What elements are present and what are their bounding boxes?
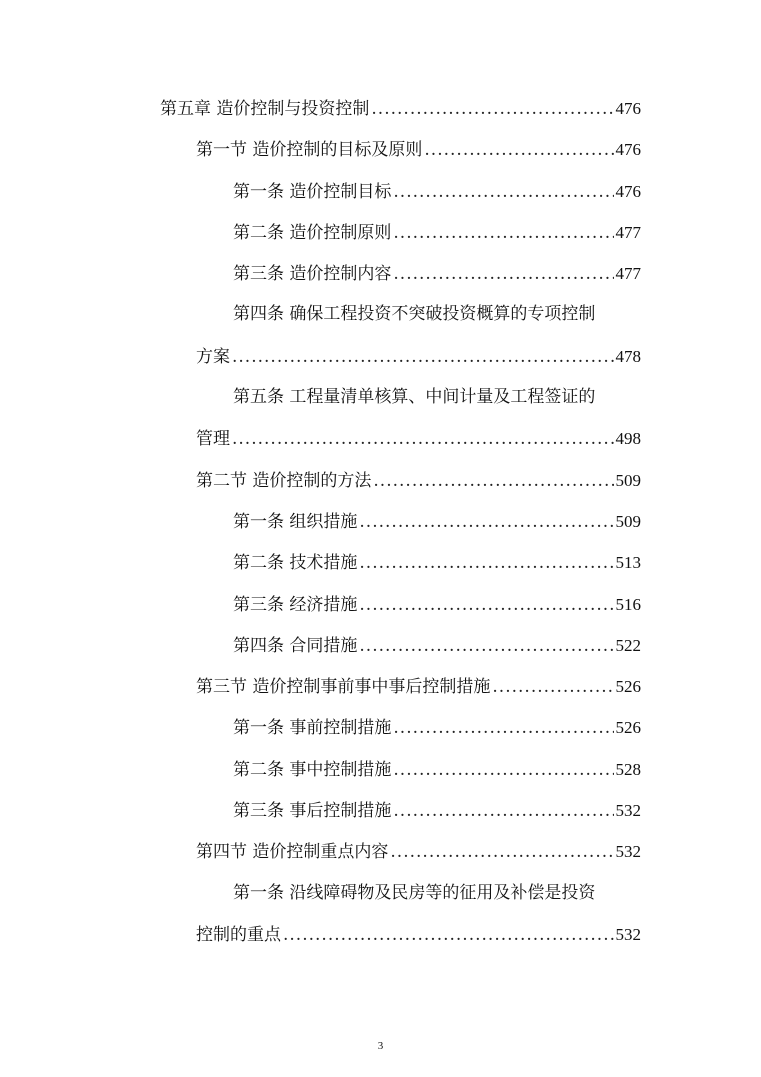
- toc-page-number: 498: [615, 429, 641, 449]
- toc-label: 第四节 造价控制重点内容: [196, 842, 389, 863]
- toc-label: 第三节 造价控制事前事中事后控制措施: [196, 677, 491, 698]
- toc-article-wrapped[interactable]: [0, 873, 761, 914]
- toc-article-wrapped[interactable]: [0, 294, 761, 335]
- toc-article[interactable]: [0, 749, 761, 790]
- page-number-footer: 3: [377, 1040, 384, 1052]
- toc-label: 第二条 造价控制原则: [233, 222, 392, 243]
- toc-chapter-5[interactable]: [0, 88, 761, 129]
- toc-label: 第二条 技术措施: [233, 553, 358, 574]
- toc-label: 第一条 事前控制措施: [233, 718, 392, 739]
- toc-page-number: 513: [615, 553, 641, 573]
- toc-section-3[interactable]: [0, 666, 761, 707]
- toc-leader-dots: [232, 419, 614, 460]
- toc-page-number: 478: [615, 346, 641, 366]
- toc-label: 第四条 合同措施: [233, 635, 358, 656]
- toc-section-4[interactable]: [0, 831, 761, 872]
- toc-article[interactable]: [0, 212, 761, 253]
- toc-leader-dots: [359, 543, 613, 584]
- toc-leader-dots: [393, 708, 613, 749]
- toc-article[interactable]: [0, 253, 761, 294]
- toc-leader-dots: [359, 502, 613, 543]
- toc-leader-dots: [393, 791, 613, 832]
- toc-page-number: 526: [615, 718, 641, 738]
- toc-page-number: 509: [615, 511, 641, 531]
- toc-page-number: 528: [615, 759, 641, 779]
- toc-label: 第三条 经济措施: [233, 594, 358, 615]
- toc-section-1[interactable]: [0, 129, 761, 170]
- toc-page-number: 509: [615, 470, 641, 490]
- toc-label: 第一条 组织措施: [233, 511, 358, 532]
- toc-article-continuation[interactable]: [0, 336, 761, 377]
- toc-article-continuation[interactable]: [0, 418, 761, 459]
- toc-label: 方案: [196, 346, 230, 367]
- toc-article[interactable]: [0, 501, 761, 542]
- toc-label: 第三条 造价控制内容: [233, 264, 392, 285]
- toc-article[interactable]: [0, 584, 761, 625]
- toc-article[interactable]: [0, 790, 761, 831]
- toc-page-number: 477: [615, 222, 641, 242]
- toc-leader-dots: [373, 461, 613, 502]
- toc-leader-dots: [283, 915, 614, 956]
- toc-leader-dots: [359, 585, 613, 626]
- toc-leader-dots: [232, 337, 614, 378]
- toc-leader-dots: [390, 832, 613, 873]
- toc-page-number: 476: [615, 181, 641, 201]
- toc-article[interactable]: [0, 707, 761, 748]
- toc-label: 第四条 确保工程投资不突破投资概算的专项控制: [233, 304, 596, 325]
- toc-leader-dots: [371, 89, 613, 130]
- toc-article-wrapped[interactable]: [0, 377, 761, 418]
- toc-label: 第一条 沿线障碍物及民房等的征用及补偿是投资: [233, 882, 596, 903]
- toc-leader-dots: [393, 254, 613, 295]
- toc-label: 第一条 造价控制目标: [233, 181, 392, 202]
- toc-leader-dots: [393, 750, 613, 791]
- toc-label: 管理: [196, 429, 230, 450]
- toc-article[interactable]: [0, 542, 761, 583]
- toc-page-number: 477: [615, 264, 641, 284]
- toc-leader-dots: [492, 667, 613, 708]
- toc-leader-dots: [359, 626, 613, 667]
- toc-label: 第二条 事中控制措施: [233, 759, 392, 780]
- toc-page-number: 476: [615, 99, 641, 118]
- toc-section-2[interactable]: [0, 460, 761, 501]
- toc-label: 第五条 工程量清单核算、中间计量及工程签证的: [233, 387, 596, 408]
- toc-page-number: 476: [615, 140, 641, 160]
- table-of-contents: [0, 88, 761, 955]
- toc-article-continuation[interactable]: [0, 914, 761, 955]
- toc-page-number: 532: [615, 924, 641, 944]
- toc-page-number: 532: [615, 801, 641, 821]
- toc-label: 控制的重点: [196, 924, 281, 945]
- toc-label: 第二节 造价控制的方法: [196, 470, 372, 491]
- toc-leader-dots: [424, 130, 613, 171]
- toc-page-number: 522: [615, 635, 641, 655]
- toc-label: 第五章 造价控制与投资控制: [160, 99, 370, 119]
- toc-page-number: 516: [615, 594, 641, 614]
- toc-article[interactable]: [0, 171, 761, 212]
- toc-leader-dots: [393, 172, 613, 213]
- toc-label: 第三条 事后控制措施: [233, 801, 392, 822]
- toc-page-number: 526: [615, 677, 641, 697]
- toc-label: 第一节 造价控制的目标及原则: [196, 140, 423, 161]
- toc-leader-dots: [393, 213, 613, 254]
- toc-article[interactable]: [0, 625, 761, 666]
- toc-page-number: 532: [615, 842, 641, 862]
